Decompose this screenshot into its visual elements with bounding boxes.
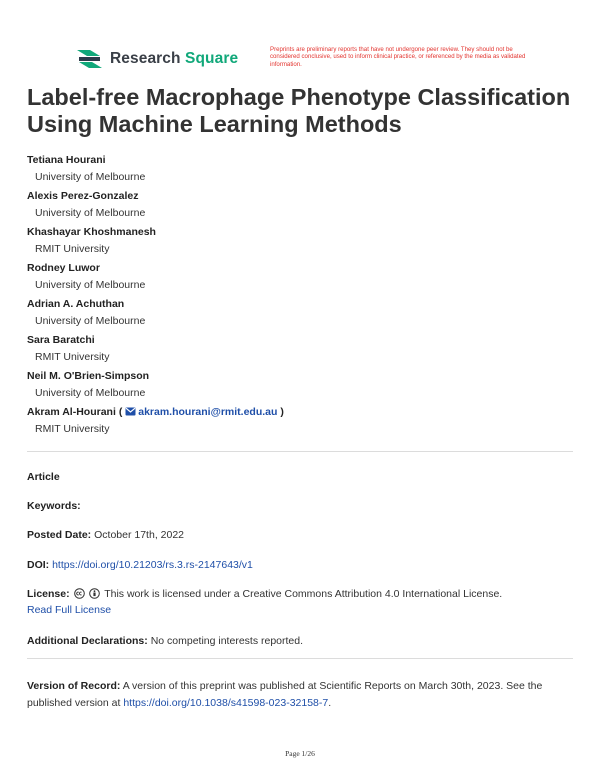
open-paren: ( <box>118 406 123 418</box>
page-number: Page 1/26 <box>285 749 315 758</box>
section-divider <box>27 451 573 452</box>
posted-date-field <box>27 527 573 543</box>
attribution-icon <box>89 588 100 599</box>
author-name: Akram Al-Hourani <box>27 406 116 418</box>
close-paren: ) <box>280 406 284 418</box>
logo-wordmark <box>110 50 238 68</box>
license-field <box>27 586 573 618</box>
doi-link[interactable]: https://doi.org/10.21203/rs.3.rs-2147643/v1 <box>52 559 253 571</box>
published-version-link[interactable]: https://doi.org/10.1038/s41598-023-32158-7 <box>123 697 329 709</box>
author-entry <box>27 333 572 369</box>
author-affiliation: University of Melbourne <box>35 171 146 183</box>
author-name: Tetiana Hourani <box>27 154 106 166</box>
preprint-disclaimer: Preprints are preliminary reports that have not undergone peer review. They should not be considered conclusive, used to inform clinical practice, or referenced by the media as validated information. <box>270 46 526 68</box>
author-affiliation: RMIT University <box>35 243 110 255</box>
posted-date-label: Posted Date: <box>27 529 92 541</box>
author-name: Adrian A. Achuthan <box>27 298 125 310</box>
logo-accent-text: Square <box>185 50 239 67</box>
author-affiliation: University of Melbourne <box>35 207 146 219</box>
author-entry <box>27 189 572 225</box>
logo-brand-text: Research <box>110 50 181 67</box>
posted-date-value: October 17th, 2022 <box>94 529 185 541</box>
declarations-field <box>27 633 573 649</box>
author-entry <box>27 369 572 405</box>
author-affiliation: University of Melbourne <box>35 315 146 327</box>
declarations-label: Additional Declarations: <box>27 635 148 647</box>
author-email-link[interactable] <box>125 406 280 418</box>
corresponding-author-name <box>27 405 572 422</box>
author-email: akram.hourani@rmit.edu.au <box>138 406 278 418</box>
version-of-record-text: A version of this preprint was published at Scientific Reports on March 30th, 2023. See the published version at <box>27 680 543 709</box>
author-affiliation: University of Melbourne <box>35 279 146 291</box>
doi-field <box>27 557 573 573</box>
section-divider <box>27 658 573 659</box>
license-label: License: <box>27 588 70 600</box>
author-name: Rodney Luwor <box>27 262 100 274</box>
version-of-record-end: . <box>328 697 332 709</box>
research-square-logo-icon <box>76 48 103 70</box>
read-full-license-link[interactable]: Read Full License <box>27 604 112 616</box>
author-name: Alexis Perez-Gonzalez <box>27 190 139 202</box>
article-type <box>27 469 573 485</box>
corresponding-author-entry <box>27 405 572 441</box>
author-name: Khashayar Khoshmanesh <box>27 226 156 238</box>
version-of-record-label: Version of Record: <box>27 680 121 692</box>
author-affiliation: RMIT University <box>35 351 110 363</box>
author-entry <box>27 225 572 261</box>
paper-title: Label-free Macrophage Phenotype Classification Using Machine Learning Methods <box>27 84 571 137</box>
author-affiliation: University of Melbourne <box>35 387 146 399</box>
author-name: Neil M. O'Brien-Simpson <box>27 370 150 382</box>
article-type-label: Article <box>27 471 60 483</box>
doi-label: DOI: <box>27 559 50 571</box>
keywords-label: Keywords: <box>27 500 81 512</box>
envelope-icon <box>125 407 136 416</box>
author-list <box>27 153 572 441</box>
author-entry <box>27 297 572 333</box>
research-square-logo[interactable] <box>76 48 238 70</box>
author-entry <box>27 261 572 297</box>
author-name: Sara Baratchi <box>27 334 95 346</box>
version-of-record-field <box>27 678 573 712</box>
author-entry <box>27 153 572 189</box>
declarations-value: No competing interests reported. <box>150 635 304 647</box>
author-affiliation: RMIT University <box>35 423 110 435</box>
creative-commons-icon <box>74 588 85 599</box>
license-text: This work is licensed under a Creative Commons Attribution 4.0 International License. <box>104 588 503 600</box>
keywords-field <box>27 498 573 514</box>
